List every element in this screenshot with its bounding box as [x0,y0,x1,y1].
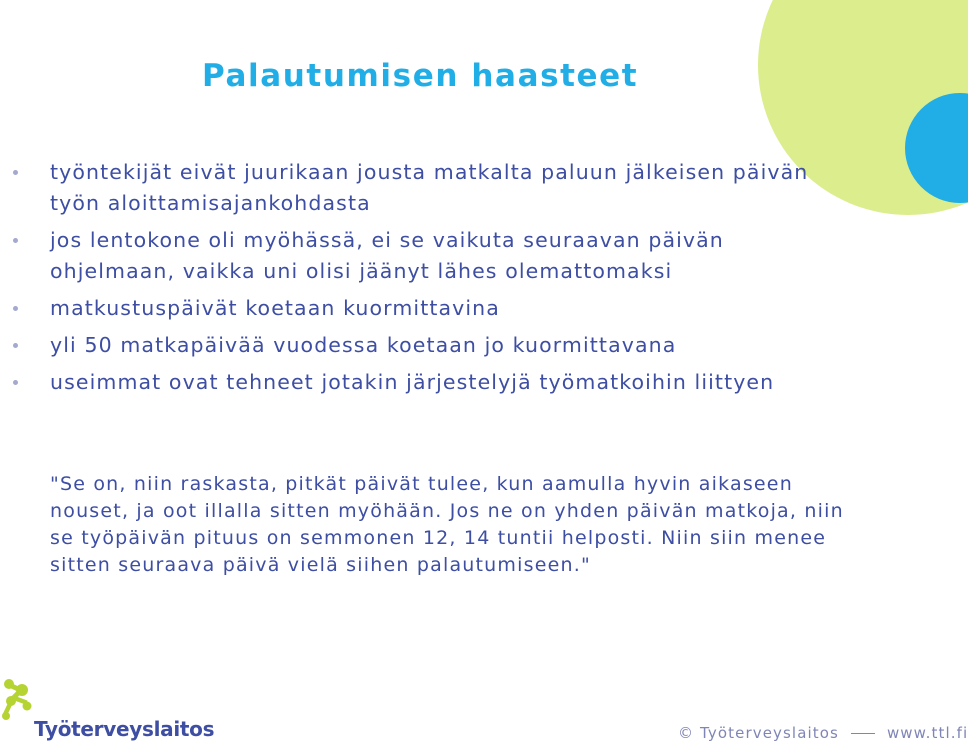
bullet-text: yli 50 matkapäivää vuodessa koetaan jo kuormittavana [50,333,677,357]
footer-copyright: © Työterveyslaitos [678,724,839,742]
bullet-dot-icon [13,380,18,385]
bullet-item [50,330,810,361]
bullet-item [50,293,810,324]
interview-quote: "Se on, niin raskasta, pitkät päivät tulee, kun aamulla hyvin aikaseen nouset, ja oot illalla sitten myöhään. Jos ne on yhden päivän matkoja, niin se työpäivän pituus on semmonen 12, 14 tuntii helposti. Niin siin menee sitten seuraava päivä vielä siihen palautumiseen." [50,473,844,576]
bullet-dot-icon [13,306,18,311]
bullet-text: matkustuspäivät koetaan kuormittavina [50,296,500,320]
bullet-item [50,157,810,219]
bullet-list [50,157,810,404]
bullet-dot-icon [13,170,18,175]
bullet-text: useimmat ovat tehneet jotakin järjestelyjä työmatkoihin liittyen [50,370,775,394]
footer-url-link[interactable]: www.ttl.fi [886,724,968,742]
ttl-logo-text: Työterveyslaitos [34,717,215,741]
bullet-item [50,225,810,287]
bullet-text: työntekijät eivät juurikaan jousta matkalta paluun jälkeisen päivän työn aloittamisajankohdasta [50,160,809,215]
footer-separator [851,733,875,734]
ttl-logo [0,676,215,746]
bullet-dot-icon [13,238,18,243]
page-title: Palautumisen haasteet [202,58,639,94]
bullet-item [50,367,810,398]
footer [678,720,968,746]
bullet-dot-icon [13,343,18,348]
bullet-text: jos lentokone oli myöhässä, ei se vaikuta seuraavan päivän ohjelmaan, vaikka uni olisi jäänyt lähes olemattomaksi [50,228,724,283]
